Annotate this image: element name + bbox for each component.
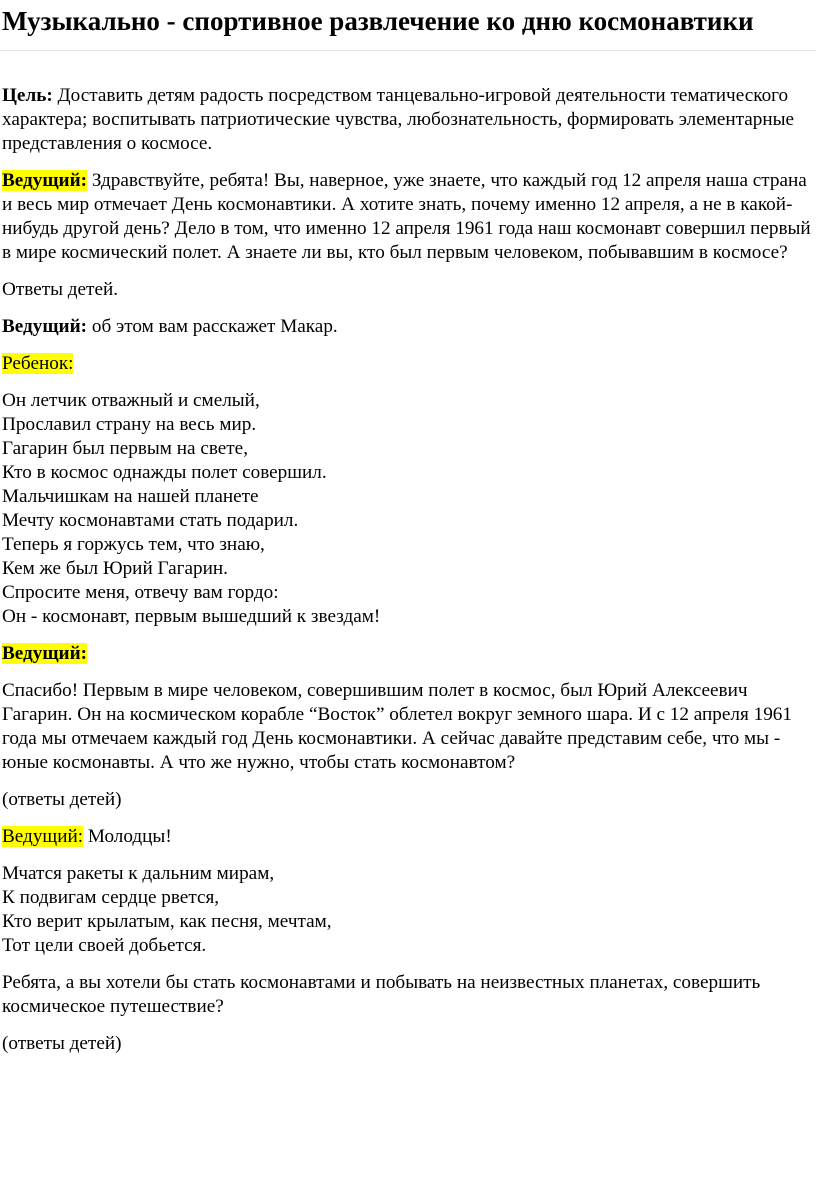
- host-question-paragraph: Ребята, а вы хотели бы стать космонавтами и побывать на неизвестных планетах, совершить космическое путешествие?: [2, 972, 761, 1017]
- goal-label: Цель:: [2, 85, 53, 106]
- poem-line: Мчатся ракеты к дальним мирам,: [2, 863, 275, 884]
- poem-line: Гагарин был первым на свете,: [2, 438, 248, 459]
- speaker-label-host: Ведущий:: [2, 170, 88, 191]
- host-intro-paragraph: [2, 169, 814, 265]
- host-label-paragraph-3: [2, 642, 814, 666]
- poem-line: К подвигам сердце рвется,: [2, 887, 220, 908]
- poem-line: Теперь я горжусь тем, что знаю,: [2, 534, 265, 555]
- host-paragraph-2: [2, 315, 814, 339]
- poem-line: Он летчик отважный и смелый,: [2, 390, 260, 411]
- page-title: Музыкально - спортивное развлечение ко дню космонавтики: [2, 6, 754, 36]
- host-paragraph-4: [2, 825, 814, 849]
- poem-line: Мечту космонавтами стать подарил.: [2, 510, 299, 531]
- children-answers-1: Ответы детей.: [2, 279, 119, 300]
- poem-line: Тот цели своей добьется.: [2, 935, 207, 956]
- poem-gagarin: [2, 389, 814, 629]
- poem-rockets: [2, 862, 814, 958]
- host-paragraph-2-text: об этом вам расскажет Макар.: [87, 316, 338, 337]
- host-paragraph-3-text: Спасибо! Первым в мире человеком, совершившим полет в космос, был Юрий Алексеевич Гагарин. Он на космическом корабле “Восток” облетел вокруг земного шара. И с 12 апреля 1961 года мы отмечаем каждый год День космонавтики. А сейчас давайте представим себе, что мы - юные космонавты. А что же нужно, чтобы стать космонавтом?: [2, 680, 792, 773]
- speaker-label-host-3: Ведущий:: [2, 643, 88, 664]
- speaker-label-host-2: Ведущий:: [2, 316, 88, 337]
- speaker-label-host-4: Ведущий:: [2, 826, 84, 847]
- children-answers-2: (ответы детей): [2, 789, 122, 810]
- poem-line: Кто верит крылатым, как песня, мечтам,: [2, 911, 332, 932]
- poem-line: Кто в космос однажды полет совершил.: [2, 462, 327, 483]
- child-label-paragraph: [2, 352, 814, 376]
- poem-line: Кем же был Юрий Гагарин.: [2, 558, 228, 579]
- host-paragraph-4-text: Молодцы!: [83, 826, 172, 847]
- poem-line: Спросите меня, отвечу вам гордо:: [2, 582, 279, 603]
- document-body: [2, 84, 814, 1069]
- poem-line: Он - космонавт, первым вышедший к звездам!: [2, 606, 381, 627]
- speaker-label-child: Ребенок:: [2, 353, 74, 374]
- goal-paragraph: [2, 84, 814, 156]
- poem-line: Прославил страну на весь мир.: [2, 414, 257, 435]
- title-divider: [0, 50, 816, 51]
- host-intro-text: Здравствуйте, ребята! Вы, наверное, уже знаете, что каждый год 12 апреля наша страна и весь мир отмечает День космонавтики. А хотите знать, почему именно 12 апреля, а не в какой-нибудь другой день? Дело в том, что именно 12 апреля 1961 года наш космонавт совершил первый в мире космический полет. А знаете ли вы, кто был первым человеком, побывавшим в космосе?: [2, 170, 811, 263]
- children-answers-3: (ответы детей): [2, 1033, 122, 1054]
- poem-line: Мальчишкам на нашей планете: [2, 486, 259, 507]
- goal-text: Доставить детям радость посредством танцевально-игровой деятельности тематического характера; воспитывать патриотические чувства, любознательность, формировать элементарные представления о космосе.: [2, 85, 795, 154]
